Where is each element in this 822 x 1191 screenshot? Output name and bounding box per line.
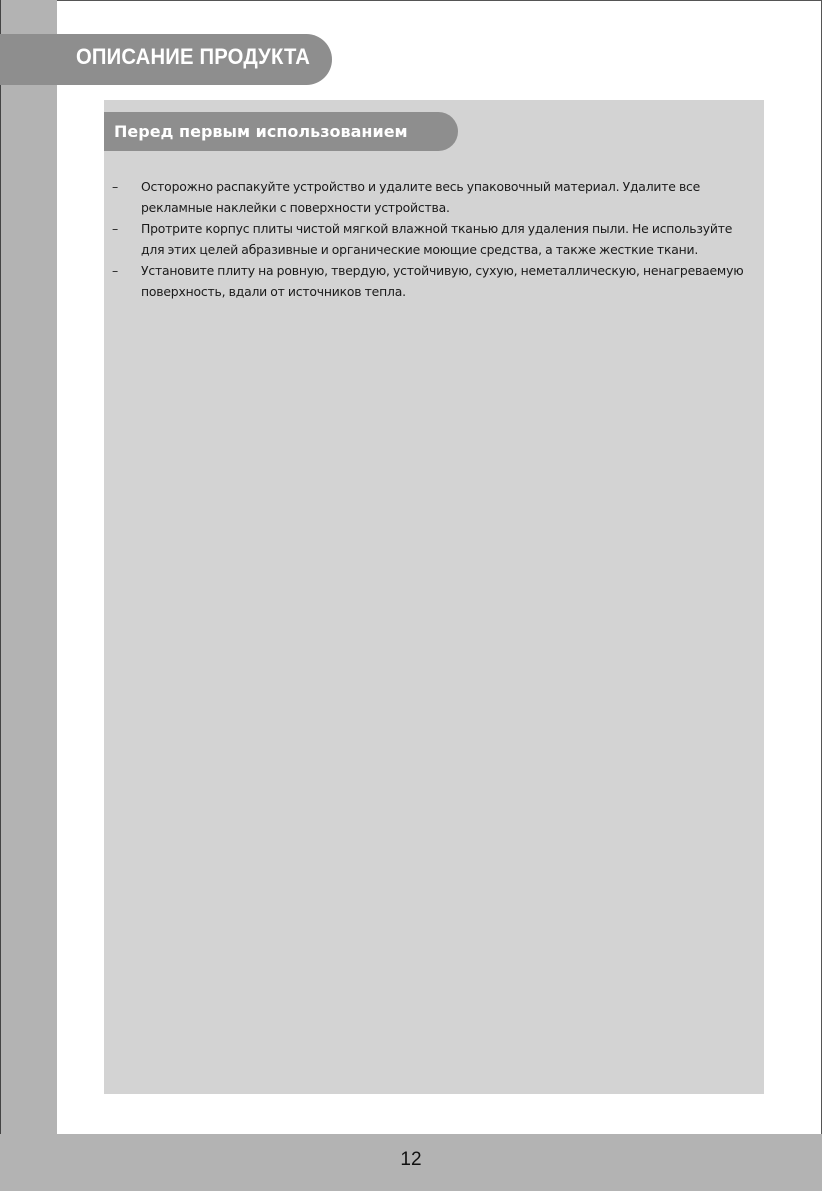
page-top-border xyxy=(57,0,822,1)
left-margin-strip xyxy=(0,0,57,1191)
instruction-list xyxy=(112,176,758,302)
content-panel xyxy=(104,100,764,1094)
section-title: ОПИСАНИЕ ПРОДУКТА xyxy=(76,44,311,69)
list-item-text: Установите плиту на ровную, твердую, устойчивую, сухую, неметаллическую, ненагреваемую поверхность, вдали от источников тепла. xyxy=(141,263,744,299)
page-left-border xyxy=(0,0,1,1191)
list-item xyxy=(112,260,758,302)
list-item xyxy=(112,218,758,260)
list-item xyxy=(112,176,758,218)
bullet-dash: – xyxy=(112,263,118,278)
bullet-dash: – xyxy=(112,221,118,236)
list-item-text: Осторожно распакуйте устройство и удалите весь упаковочный материал. Удалите все рекламные наклейки с поверхности устройства. xyxy=(141,179,701,215)
subsection-title: Перед первым использованием xyxy=(114,122,408,141)
page-footer xyxy=(0,1134,822,1191)
subsection-header-tab xyxy=(104,112,458,151)
bullet-dash: – xyxy=(112,179,118,194)
page-number: 12 xyxy=(400,1149,422,1170)
list-item-text: Протрите корпус плиты чистой мягкой влажной тканью для удаления пыли. Не используйте для этих целей абразивные и органические моющие средства, а также жесткие ткани. xyxy=(141,221,733,257)
